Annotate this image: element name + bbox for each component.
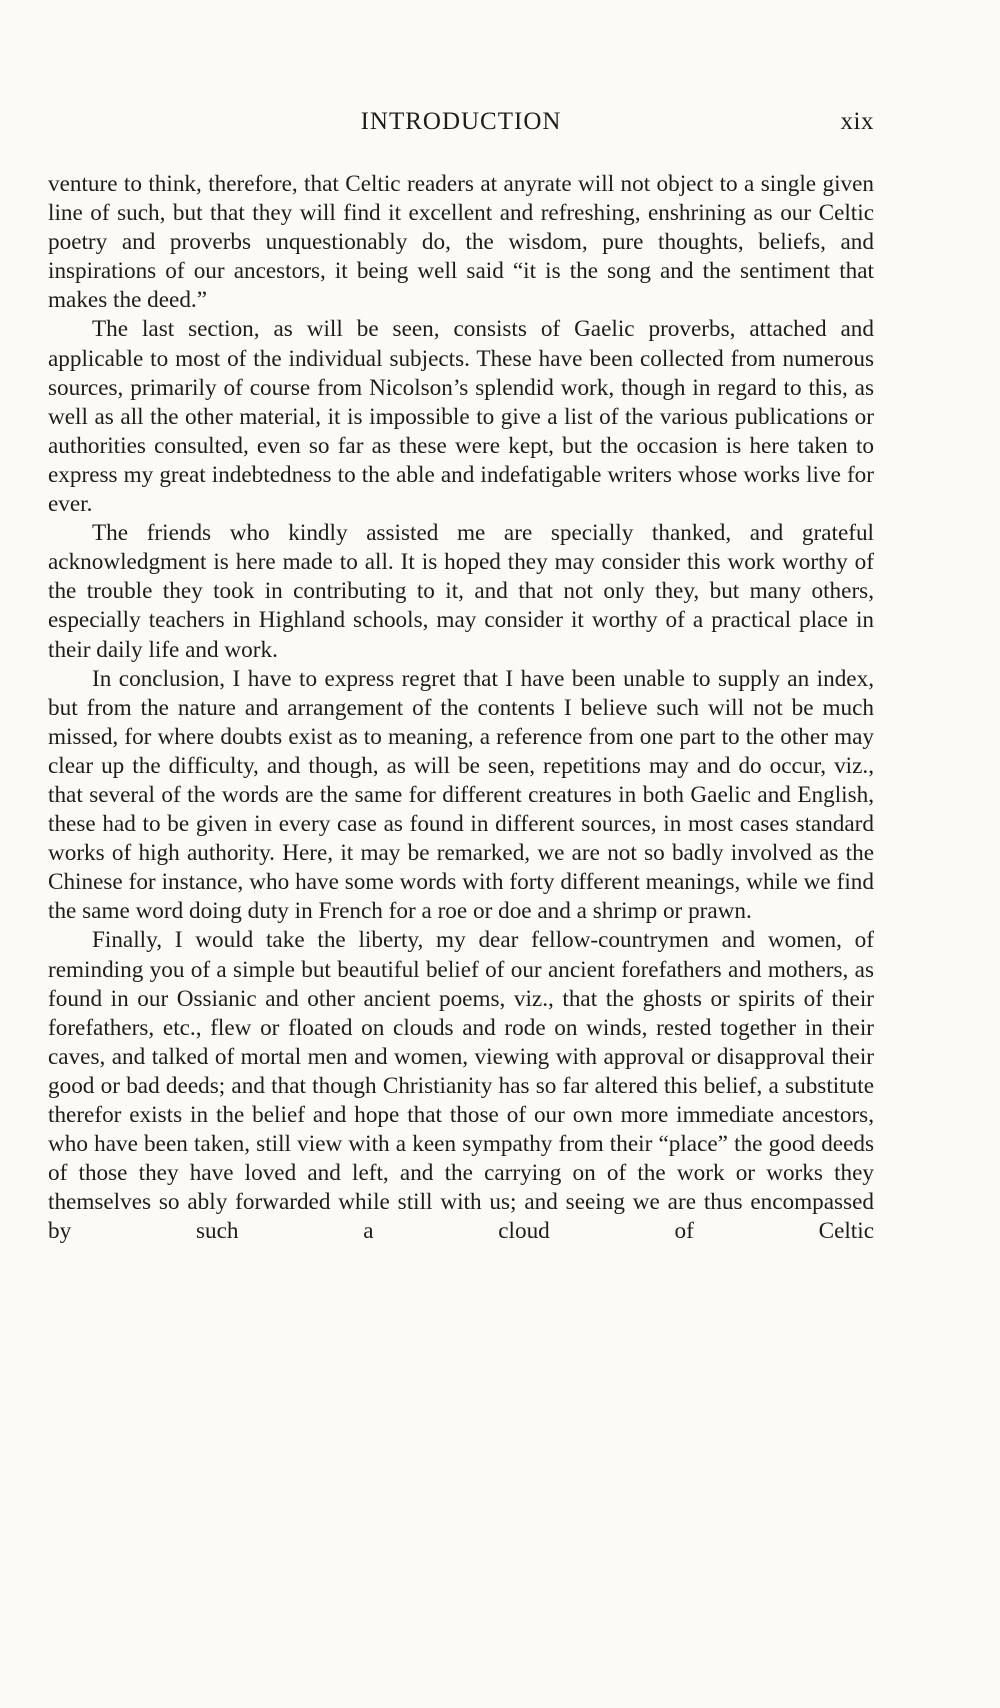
paragraph-continuation: venture to think, therefore, that Celtic readers at anyrate will not object to a single given line of such, but that they will find it excellent and refreshing, enshrining as our Celtic poetry and proverbs unquestionably do, the wisdom, pure thoughts, beliefs, and inspirations of our ancestors, it being well said “it is the song and the sentiment that makes the deed.” [48,171,874,314]
paragraph-acknowledgments: The friends who kindly assisted me are specially thanked, and grateful acknowledgment is here made to all. It is hoped they may consider this work worthy of the trouble they took in contributing to it, and that not only they, but many others, especially teachers in Highland schools, may consider it worthy of a practical place in their daily life and work. [48,520,874,663]
paragraph-index-note: In conclusion, I have to express regret that I have been unable to supply an index, but from the nature and arrangement of the contents I believe such will not be much missed, for where doubts exist as to meaning, a reference from one part to the other may clear up the difficulty, and though, as will be seen, repetitions may and do occur, viz., that several of the words are the same for different creatures in both Gaelic and English, these had to be given in every case as found in different sources, in most cases standard works of high authority. Here, it may be remarked, we are not so badly involved as the Chinese for instance, who have some words with forty different meanings, while we find the same word doing duty in French for a roe or doe and a shrimp or prawn. [48,665,874,925]
paragraph-gaelic-proverbs: The last section, as will be seen, consists of Gaelic proverbs, attached and applicable to most of the individual subjects. These have been collected from numerous sources, primarily of course from Nicolson’s splendid work, though in regard to this, as well as all the other material, it is impossible to give a list of the various publications or authorities consulted, even so far as these were kept, but the occasion is here taken to express my great indebtedness to the able and indefatigable writers whose works live for ever. [48,316,874,518]
running-title: INTRODUCTION [360,108,562,135]
page-number: xix [840,108,874,135]
paragraph-closing: Finally, I would take the liberty, my dear fellow-countrymen and women, of reminding you of a simple but beautiful belief of our ancient forefathers and mothers, as found in our Ossianic and other ancient poems, viz., that the ghosts or spirits of their forefathers, etc., flew or floated on clouds and rode on winds, rested together in their caves, and talked of mortal men and women, viewing with approval or disapproval their good or bad deeds; and that though Christianity has so far altered this belief, a substitute therefor exists in the belief and hope that those of our own more immediate ancestors, who have been taken, still view with a keen sympathy from their “place” the good deeds of those they have loved and left, and the carrying on of the work or works they themselves so ably forwarded while still with us; and seeing we are thus encompassed by such a cloud of Celtic [48,927,874,1245]
body-text [48,170,874,1246]
running-head [48,108,874,142]
